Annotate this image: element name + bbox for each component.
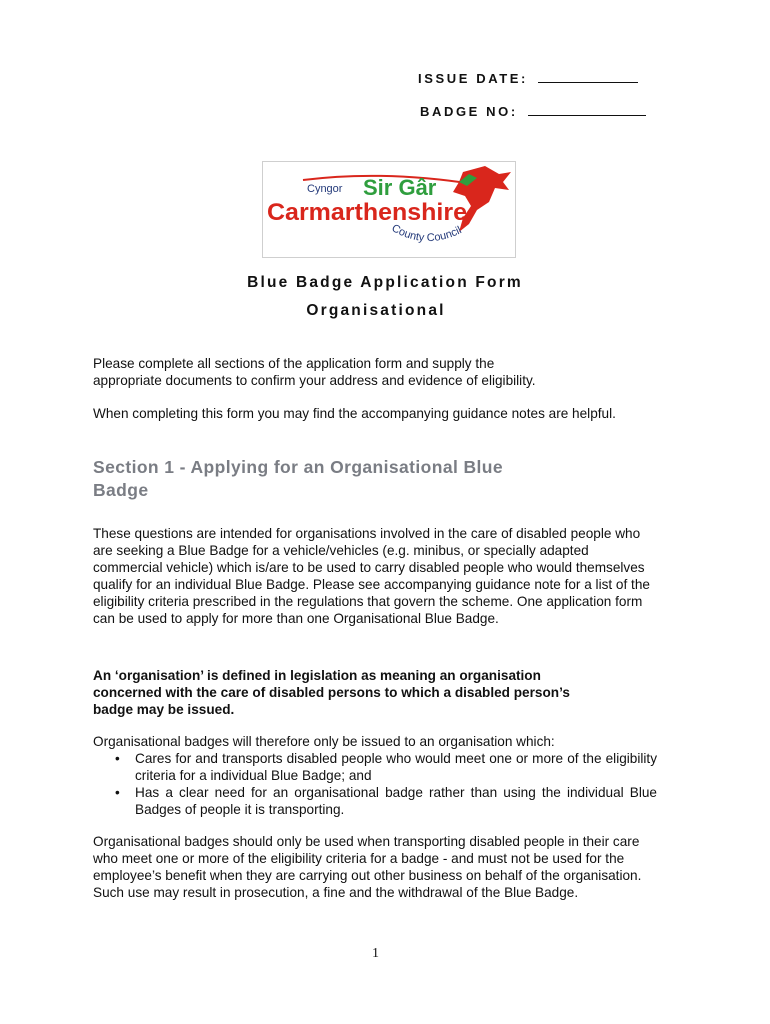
bullet-icon: •	[115, 751, 120, 766]
council-logo	[262, 161, 516, 258]
council-logo-graphic	[263, 162, 515, 257]
logo-sir-gar: Sir Gâr	[363, 175, 437, 200]
issue-date-field[interactable]	[538, 70, 638, 83]
intro-paragraph-1: Please complete all sections of the application form and supply the appropriate documents to confirm your address and evidence of eligibility.	[93, 356, 536, 388]
badge-no-field[interactable]	[528, 103, 646, 116]
issue-date-row	[418, 70, 638, 86]
bullet-icon: •	[115, 785, 120, 800]
badge-no-row	[420, 103, 646, 119]
eligibility-list-block	[93, 733, 657, 818]
logo-county-council: County Council	[389, 222, 464, 245]
form-title: Blue Badge Application Form	[247, 274, 523, 291]
intro-paragraph-2: When completing this form you may find the accompanying guidance notes are helpful.	[93, 406, 616, 421]
list-intro: Organisational badges will therefore only be issued to an organisation which:	[93, 734, 555, 749]
page-number: 1	[372, 946, 379, 961]
list-item-text: Has a clear need for an organisational badge rather than using the individual Blue Badges of people it is transporting.	[135, 785, 657, 817]
badge-no-label: BADGE NO:	[420, 104, 518, 119]
closing-paragraph: Organisational badges should only be used when transporting disabled people in their care who meet one or more of the eligibility criteria for a badge - and must not be used for the employee’s benefit when they are carrying out other business on behalf of the organisation. Such use may result in prosecution, a fine and the withdrawal of the Blue Badge.	[93, 834, 642, 900]
logo-cyngor: Cyngor	[307, 183, 343, 195]
issue-date-label: ISSUE DATE:	[418, 71, 528, 86]
list-item-text: Cares for and transports disabled people who would meet one or more of the eligibility criteria for a individual Blue Badge; and	[135, 751, 657, 783]
logo-carmarthenshire: Carmarthenshire	[267, 199, 467, 226]
organisation-definition: An ‘organisation’ is defined in legislation as meaning an organisation concerned with the care of disabled persons to which a disabled person’s badge may be issued.	[93, 668, 570, 717]
section-1-title: Section 1 - Applying for an Organisational Blue Badge	[93, 457, 504, 500]
list-item	[93, 750, 657, 784]
form-subtitle: Organisational	[306, 302, 446, 319]
section-1-paragraph: These questions are intended for organisations involved in the care of disabled people who are seeking a Blue Badge for a vehicle/vehicles (e.g. minibus, or specially adapted commercial vehicle) which is/are to be used to carry disabled people who would themselves qualify for an individual Blue Badge. Please see accompanying guidance note for a list of the eligibility criteria prescribed in the regulations that govern the scheme. One application form can be used to apply for more than one Organisational Blue Badge.	[93, 526, 650, 626]
list-item	[93, 784, 657, 818]
